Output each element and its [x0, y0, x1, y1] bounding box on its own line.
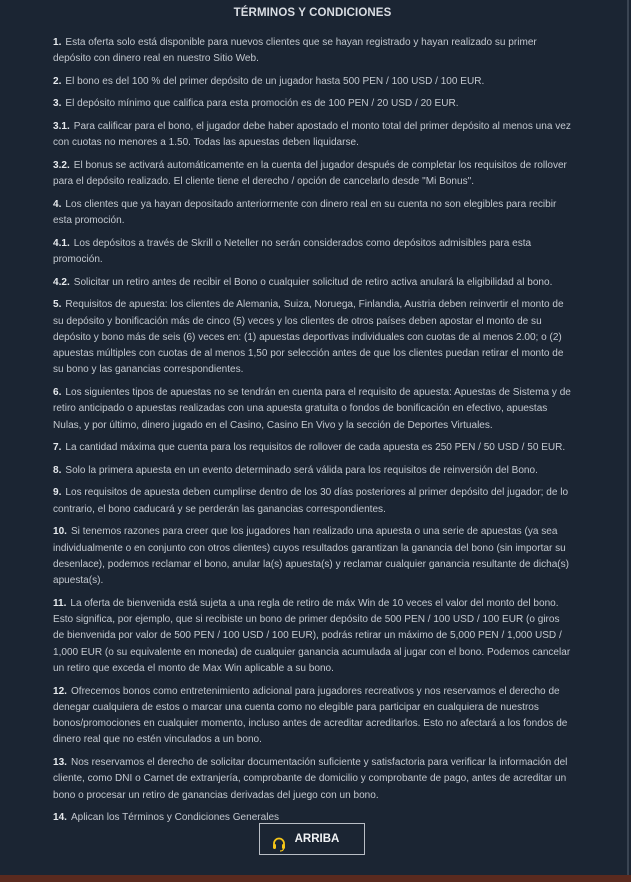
term-text: Los siguientes tipos de apuestas no se tendrán en cuenta para el requisito de apuesta: Apuestas de Sistema y de retiro anticipado o apuestas realizadas con una apuesta gratuita o fondos de bonificación en efectivo, apuestas Nulas, y por último, dinero jugado en el Casino, Casino En Vivo y la sección de Deportes Virtuales. [53, 387, 571, 431]
term-text: Aplican los Términos y Condiciones Generales [70, 812, 280, 824]
term-item [53, 485, 573, 518]
terms-list [53, 35, 573, 833]
term-number: 13. [53, 757, 67, 769]
term-item [53, 158, 573, 191]
term-text: Si tenemos razones para creer que los jugadores han realizado una apuesta o una serie de apuestas (ya sea individualmente o en conjunto con otros clientes) cuyos resultados garantizan la ganancia del bono (sin importar su desenlace), podemos reclamar el bono, anular la(s) apuesta(s) y reclamar cualquier ganancia resultante de dicha(s) apuesta(s). [53, 526, 570, 587]
term-number: 11. [53, 597, 67, 609]
term-item [53, 197, 573, 230]
term-text: Solicitar un retiro antes de recibir el Bono o cualquier solicitud de retiro activa anulará la eligibilidad al bono. [73, 276, 553, 288]
term-item [53, 35, 573, 68]
term-item [53, 596, 573, 677]
term-text: Los clientes que ya hayan depositado anteriormente con dinero real en su cuenta no son elegibles para recibir esta promoción. [53, 198, 557, 227]
term-number: 3. [53, 98, 62, 110]
term-text: Requisitos de apuesta: los clientes de Alemania, Suiza, Noruega, Finlandia, Austria deben reinvertir el monto de su depósito y bonificación más de cinco (5) veces y los clientes de otros países deben apostar el monto de su depósito y bono más de seis (6) veces en: (1) apuestas deportivas individuales con cuotas de al menos 2.00; o (2) apuestas múltiples con cuotas de al menos 1,50 por selección antes de que los clientes puedan retirar el monto de su bono y las ganancias correspondientes. [53, 299, 564, 376]
term-item [53, 236, 573, 269]
bottom-bar [0, 875, 631, 882]
term-text: Solo la primera apuesta en un evento determinado será válida para los requisitos de reinversión del Bono. [65, 464, 538, 476]
term-number: 14. [53, 812, 67, 824]
term-item [53, 524, 573, 589]
term-item [53, 119, 573, 152]
term-number: 2. [53, 75, 62, 87]
term-item [53, 275, 573, 291]
term-text: Esta oferta solo está disponible para nuevos clientes que se hayan registrado y hayan realizado su primer depósito con dinero real en nuestro Sitio Web. [53, 37, 537, 65]
term-text: Los requisitos de apuesta deben cumplirse dentro de los 30 días posteriores al primer depósito del jugador; de lo contrario, el bono caducará y se perderán las ganancias correspondientes. [53, 487, 569, 515]
page-title: TÉRMINOS Y CONDICIONES [233, 7, 392, 19]
term-text: La oferta de bienvenida está sujeta a una regla de retiro de máx Win de 10 veces el valor del monto del bono. Esto significa, por ejemplo, que si recibiste un bono de primer depósito de 500 PEN / 100 USD / 100 EUR (o giros de bienvenida por valor de 500 PEN / 100 USD / 100 EUR), podrás retirar un máximo de 5,000 PEN / 1,000 USD / 1,000 EUR (o su equivalente en moneda) de cualquier ganancia acumulada al jugar con el bono. Podemos cancelar un retiro que exceda el monto de Max Win aplicable a su bono. [53, 597, 571, 674]
term-text: Ofrecemos bonos como entretenimiento adicional para jugadores recreativos y nos reservamos el derecho de denegar cualquiera de estos o marcar una cuenta como no elegible para participar en cualquiera de nuestros bonos/promociones en cualquier momento, incluso antes de acreditar acreditarlos. Esto no afectará a los fondos de dinero real que no estén vinculados a un bono. [53, 685, 568, 746]
term-item [53, 74, 573, 90]
term-number: 4. [53, 198, 62, 210]
back-to-top-label: ARRIBA [294, 833, 340, 845]
term-text: El bonus se activará automáticamente en la cuenta del jugador después de completar los requisitos de rollover para el depósito realizado. El cliente tiene el derecho / opción de cancelarlo desde "Mi Bonus". [53, 159, 567, 188]
headset-icon[interactable] [271, 836, 287, 852]
term-item [53, 96, 573, 112]
term-text: El depósito mínimo que califica para esta promoción es de 100 PEN / 20 USD / 20 EUR. [65, 98, 459, 110]
term-item [53, 755, 573, 804]
term-number: 9. [53, 487, 62, 499]
term-number: 5. [53, 299, 62, 311]
term-number: 3.2. [53, 159, 70, 171]
term-item [53, 463, 573, 479]
term-text: La cantidad máxima que cuenta para los requisitos de rollover de cada apuesta es 250 PEN / 50 USD / 50 EUR. [65, 442, 566, 454]
term-item [53, 440, 573, 456]
term-text: Para calificar para el bono, el jugador debe haber apostado el monto total del primer depósito al menos una vez con cuotas no menores a 1.50. Todas las apuestas deben liquidarse. [53, 121, 571, 149]
term-text: Los depósitos a través de Skrill o Neteller no serán considerados como depósitos admisibles para esta promoción. [53, 237, 532, 266]
term-number: 6. [53, 387, 62, 399]
term-item [53, 684, 573, 749]
term-number: 3.1. [53, 121, 70, 133]
term-number: 8. [53, 464, 62, 476]
term-number: 7. [53, 442, 62, 454]
term-number: 10. [53, 526, 67, 538]
term-number: 1. [53, 37, 62, 48]
term-number: 12. [53, 685, 67, 697]
term-item [53, 297, 573, 378]
term-number: 4.2. [53, 276, 70, 288]
term-item [53, 385, 573, 434]
term-text: Nos reservamos el derecho de solicitar documentación suficiente y satisfactoria para verificar la información del cliente, como DNI o Carnet de extranjería, comprobante de domicilio y comprobante de pago, antes de acreditar un bono o procesar un retiro de ganancias derivadas del juego con un bono. [53, 757, 568, 801]
term-text: El bono es del 100 % del primer depósito de un jugador hasta 500 PEN / 100 USD / 100 EUR. [65, 75, 485, 87]
term-number: 4.1. [53, 237, 70, 249]
